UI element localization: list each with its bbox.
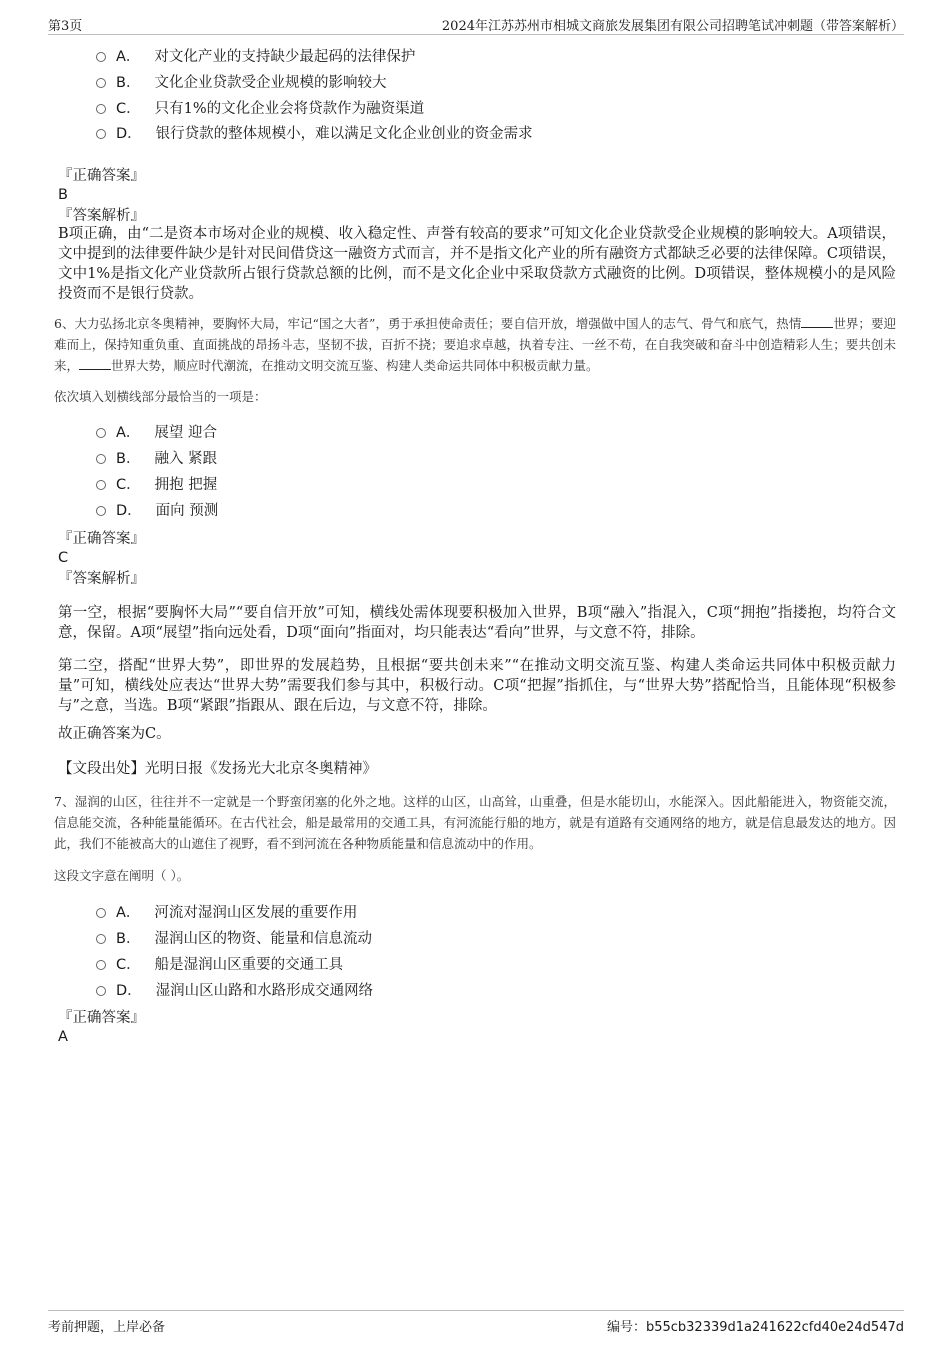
radio-icon[interactable] [96, 129, 106, 139]
q6-option-d[interactable]: D． 面向 预测 [96, 501, 218, 521]
q7-answer-label: 『正确答案』 [58, 1010, 145, 1026]
blank-1 [801, 315, 833, 328]
q6-option-a[interactable]: A． 展望 迎合 [96, 423, 217, 443]
blank-2 [79, 357, 111, 370]
radio-icon[interactable] [96, 506, 106, 516]
q6-analysis-p1: 第一空，根据“要胸怀大局”“要自信开放”可知，横线处需体现要积极加入世界，B项“融入”指混入，C项“拥抱”指搂抱，均符合文意，保留。A项“展望”指向远处看，D项“面向”指面对，均只能表达“看向”世界，与文意不符，排除。 [58, 605, 896, 641]
radio-icon[interactable] [96, 104, 106, 114]
q5-analysis-label: 『答案解析』 [58, 208, 145, 224]
q5-option-c[interactable]: C． 只有1%的文化企业会将贷款作为融资渠道 [96, 99, 424, 119]
radio-icon[interactable] [96, 454, 106, 464]
q6-source: 【文段出处】光明日报《发扬光大北京冬奥精神》 [58, 761, 377, 777]
q7-option-c[interactable]: C． 船是湿润山区重要的交通工具 [96, 955, 343, 975]
page-header [48, 14, 904, 35]
footer-slogan: 考前押题，上岸必备 [48, 1320, 166, 1335]
q5-option-d[interactable]: D． 银行贷款的整体规模小，难以满足文化企业创业的资金需求 [96, 124, 533, 144]
radio-icon[interactable] [96, 986, 106, 996]
q6-analysis-p3: 故正确答案为C。 [58, 726, 171, 742]
q6-option-b[interactable]: B． 融入 紧跟 [96, 449, 217, 469]
q5-analysis: B项正确，由“二是资本市场对企业的规模、收入稳定性、声誉有较高的要求”可知文化企业贷款受企业规模的影响较大。A项错误，文中提到的法律要件缺少是针对民间借贷这一融资方式而言，并不是指文化产业的所有融资方式都缺乏必要的法律保障。C项错误，文中1%是指文化产业贷款所占银行贷款总额的比例，而不是文化企业中采取贷款方式融资的比例。D项错误，整体规模小的是风险投资而不是银行贷款。 [58, 226, 896, 302]
radio-icon[interactable] [96, 908, 106, 918]
q7-answer: A [58, 1029, 68, 1045]
q5-answer: B [58, 187, 68, 203]
radio-icon[interactable] [96, 934, 106, 944]
q6-answer: C [58, 550, 69, 566]
radio-icon[interactable] [96, 428, 106, 438]
q6-prompt: 依次填入划横线部分最恰当的一项是： [54, 389, 267, 404]
q5-option-b[interactable]: B． 文化企业贷款受企业规模的影响较大 [96, 73, 386, 93]
q7-option-a[interactable]: A． 河流对湿润山区发展的重要作用 [96, 903, 357, 923]
page-footer [48, 1310, 904, 1335]
q5-answer-label: 『正确答案』 [58, 168, 145, 184]
q6-option-c[interactable]: C． 拥抱 把握 [96, 475, 217, 495]
document-title: 2024年江苏苏州市相城文商旅发展集团有限公司招聘笔试冲刺题（带答案解析） [441, 19, 904, 34]
q6-analysis-p2: 第二空，搭配“世界大势”，即世界的发展趋势，且根据“要共创未来”“在推动文明交流互鉴、构建人类命运共同体中积极贡献力量”可知，横线处应表达“世界大势”需要我们参与其中，积极行动。C项“把握”指抓住，与“世界大势”搭配恰当，且能体现“积极参与”之意，当选。B项“紧跟”指跟从、跟在后边，与文意不符，排除。 [58, 658, 896, 714]
radio-icon[interactable] [96, 480, 106, 490]
radio-icon[interactable] [96, 52, 106, 62]
document-code: 编号：b55cb32339d1a241622cfd40e24d547d [606, 1320, 904, 1335]
q6-stem: 6、大力弘扬北京冬奥精神，要胸怀大局，牢记“国之大者”，勇于承担使命责任；要自信开放，增强做中国人的志气、骨气和底气，热情 世界；要迎难而上，保持知重负重、直面挑战的昂扬斗志，坚韧不拔，百折不挠；要追求卓越，执着专注、一丝不苟，在自我突破和奋斗中创造精彩人生；要共创未来， 世界大势，顺应时代潮流，在推动文明交流互鉴、构建人类命运共同体中积极贡献力量。 [54, 316, 896, 373]
q7-option-b[interactable]: B． 湿润山区的物资、能量和信息流动 [96, 929, 372, 949]
q7-option-d[interactable]: D． 湿润山区山路和水路形成交通网络 [96, 981, 373, 1001]
q5-option-a[interactable]: A． 对文化产业的支持缺少最起码的法律保护 [96, 47, 415, 67]
q6-answer-label: 『正确答案』 [58, 531, 145, 547]
page-number: 第3页 [48, 19, 83, 34]
radio-icon[interactable] [96, 78, 106, 88]
radio-icon[interactable] [96, 960, 106, 970]
q7-stem: 7、湿润的山区，往往并不一定就是一个野蛮闭塞的化外之地。这样的山区，山高耸，山重叠，但是水能切山，水能深入。因此船能进入，物资能交流，信息能交流，各种能量能循环。在古代社会，船是最常用的交通工具，有河流能行船的地方，就是有道路有交通网络的地方，就是信息最发达的地方。因此，我们不能被高大的山遮住了视野，看不到河流在各种物质能量和信息流动中的作用。 [54, 794, 896, 851]
q7-prompt: 这段文字意在阐明（ ）。 [54, 868, 190, 883]
q6-analysis-label: 『答案解析』 [58, 571, 145, 587]
